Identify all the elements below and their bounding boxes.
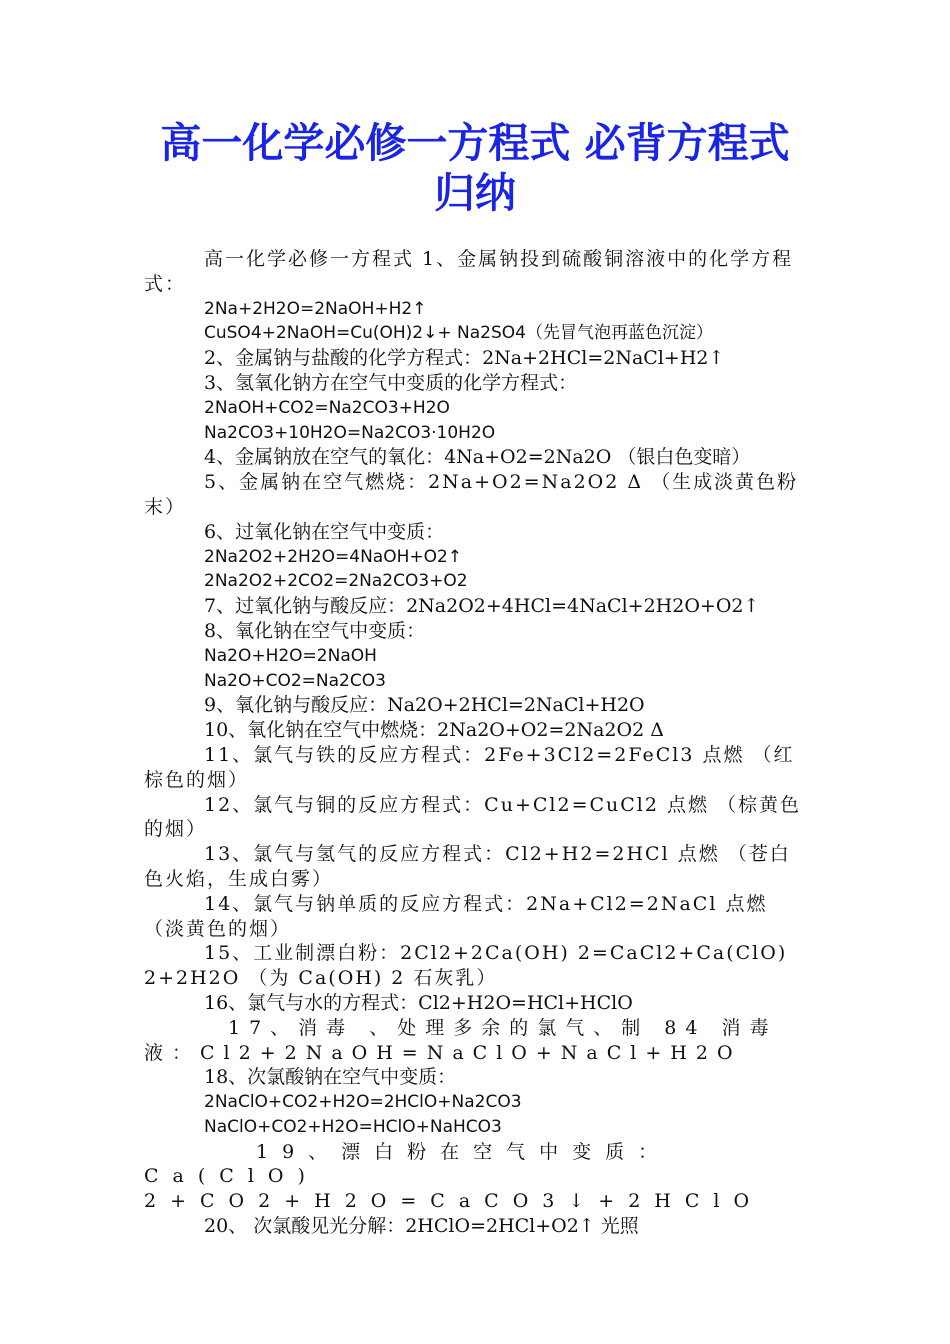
paragraph-item: 13、氯气与氢气的反应方程式：Cl2+H2=2HCl 点燃 （苍白色火焰，生成白雾） [144, 843, 791, 890]
equation-line: 2NaClO+CO2+H2O=2HClO+Na2CO3 [204, 1092, 522, 1113]
paragraph-intro: 高一化学必修一方程式 1、金属钠投到硫酸铜溶液中的化学方程式： [144, 248, 794, 295]
paragraph-item: 14、氯气与钠单质的反应方程式：2Na+Cl2=2NaCl 点燃 （淡黄色的烟） [144, 892, 768, 940]
paragraph-item: 18、次氯酸钠在空气中变质： [204, 1066, 457, 1089]
paragraph-item: 20、 次氯酸见光分解：2HClO=2HCl+O2↑ 光照 [204, 1215, 639, 1238]
equation-line: 2NaOH+CO2=Na2CO3+H2O [204, 397, 450, 418]
equation-line: CuSO4+2NaOH=Cu(OH)2↓+ Na2SO4（先冒气泡再蓝色沉淀） [204, 323, 713, 344]
paragraph-item: 16、氯气与水的方程式：Cl2+H2O=HCl+HClO [204, 991, 633, 1014]
paragraph-item: 7、过氧化钠与酸反应：2Na2O2+4HCl=4NaCl+2H2O+O2↑ [204, 595, 760, 618]
paragraph-item: 6、过氧化钠在空气中变质： [204, 520, 445, 543]
equation-line: Na2O+CO2=Na2CO3 [204, 670, 386, 691]
equation-line: 2Na2O2+2CO2=2Na2CO3+O2 [204, 571, 468, 592]
paragraph-item: 5、金属钠在空气燃烧：2Na+O2=Na2O2 Δ （生成淡黄色粉末） [144, 471, 799, 518]
equation-line: NaClO+CO2+H2O=HClO+NaHCO3 [204, 1116, 502, 1137]
paragraph-item: 19、漂白粉在空气中变质：Ca(ClO) 2+CO2+H2O=CaCO3↓+2HClO [144, 1140, 764, 1213]
paragraph-item: 15、工业制漂白粉：2Cl2+2Ca(OH) 2=CaCl2+Ca(ClO) 2+2H2O （为 Ca(OH) 2 石灰乳） [144, 942, 788, 990]
equation-line: Na2O+H2O=2NaOH [204, 645, 377, 666]
paragraph-item: 8、氧化钠在空气中变质： [204, 619, 426, 642]
paragraph-item: 2、金属钠与盐酸的化学方程式：2Na+2HCl=2NaCl+H2↑ [204, 347, 725, 370]
document-body [144, 247, 806, 1239]
paragraph-item: 4、金属钠放在空气的氧化：4Na+O2=2Na2O （银白色变暗） [204, 446, 751, 469]
title-line-2: 归纳 [434, 169, 516, 217]
paragraph-item: 17、消毒 、处理多余的氯气、制 84 消毒液：Cl2+2NaOH=NaClO+NaCl+H2O [144, 1016, 778, 1064]
document-title [120, 118, 830, 218]
paragraph-item: 11、氯气与铁的反应方程式：2Fe+3Cl2=2FeCl3 点燃 （红棕色的烟） [144, 743, 795, 791]
title-line-1: 高一化学必修一方程式 必背方程式 [160, 119, 790, 167]
paragraph-item: 10、氧化钠在空气中燃烧：2Na2O+O2=2Na2O2 Δ [204, 719, 664, 742]
equation-line: 2Na+2H2O=2NaOH+H2↑ [204, 298, 427, 319]
paragraph-item: 3、氢氧化钠方在空气中变质的化学方程式： [204, 371, 578, 394]
equation-line: Na2CO3+10H2O=Na2CO3·10H2O [204, 422, 496, 443]
equation-line: 2Na2O2+2H2O=4NaOH+O2↑ [204, 546, 463, 567]
paragraph-item: 12、氯气与铜的反应方程式：Cu+Cl2=CuCl2 点燃 （棕黄色的烟） [144, 793, 802, 841]
paragraph-item: 9、氧化钠与酸反应：Na2O+2HCl=2NaCl+H2O [204, 694, 645, 717]
